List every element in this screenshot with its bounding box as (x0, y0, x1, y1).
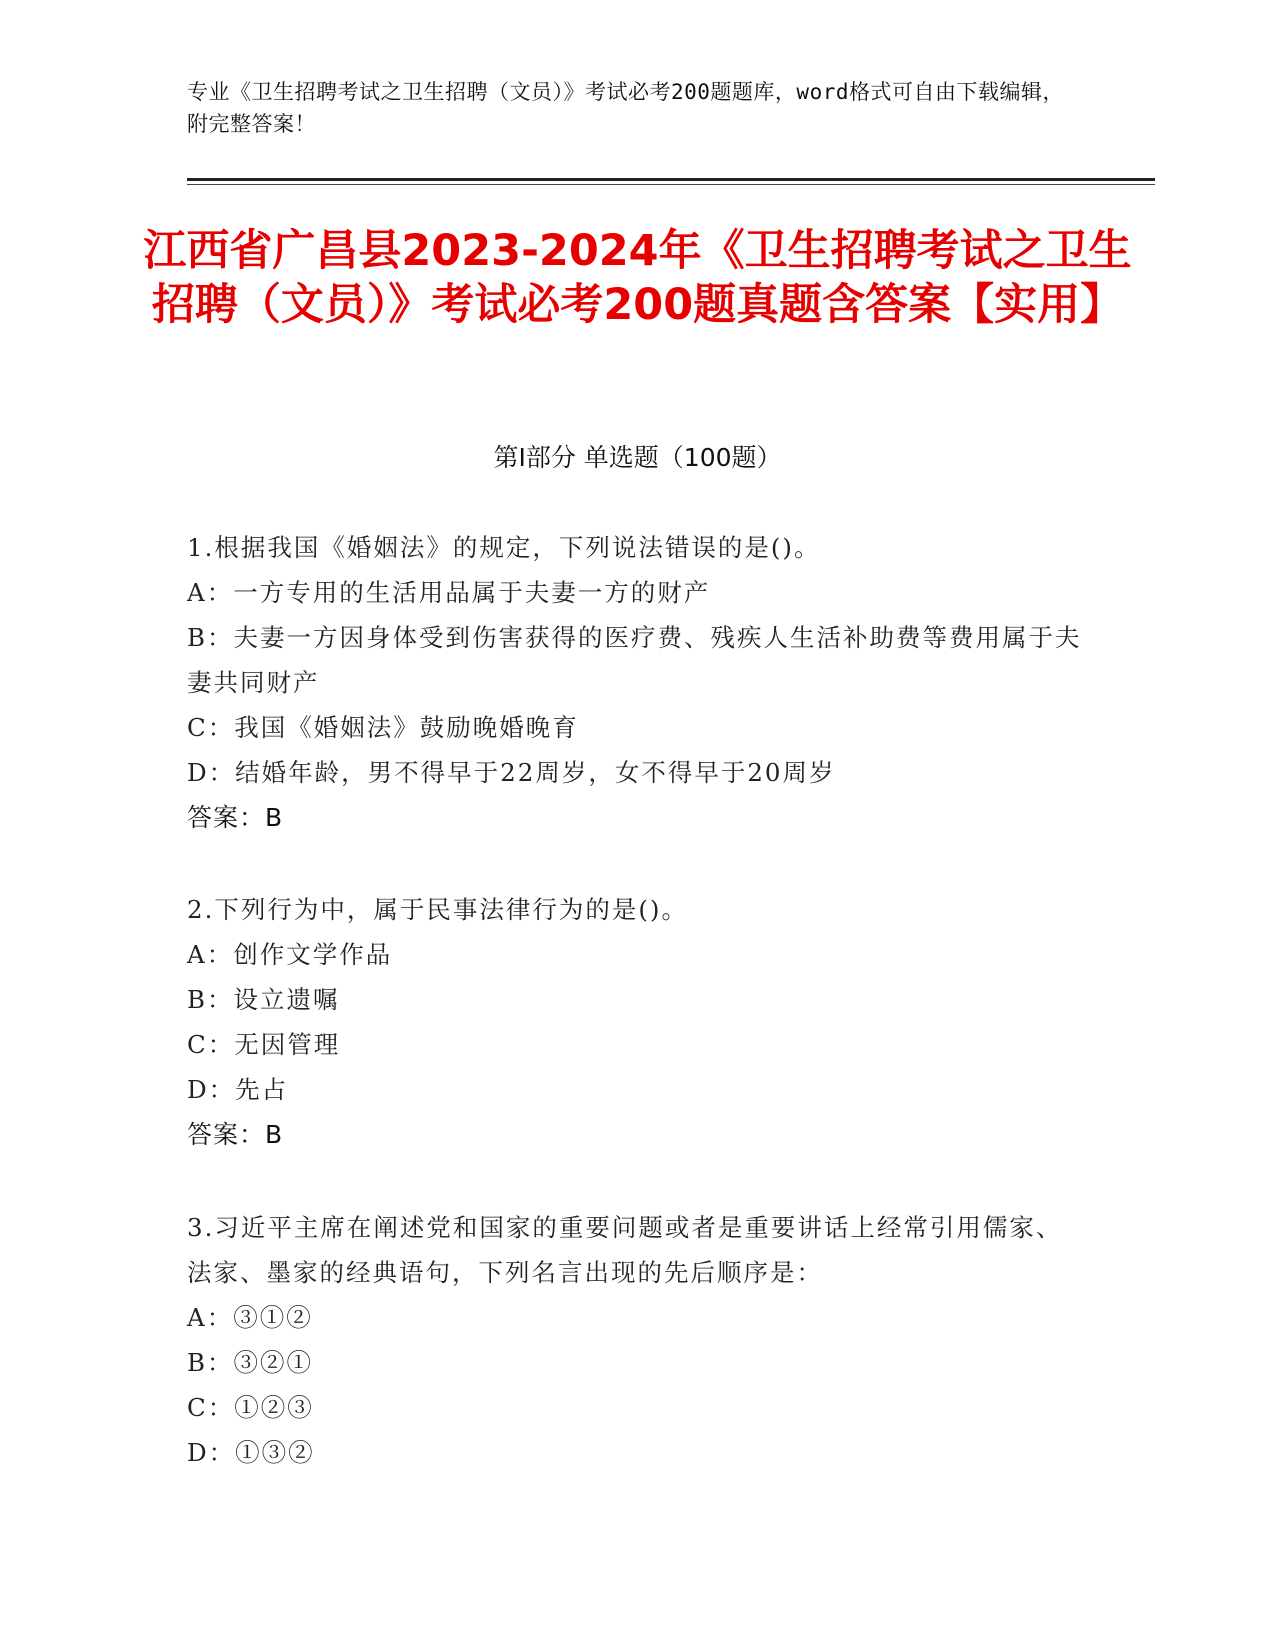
question-stem: 2.下列行为中，属于民事法律行为的是()。 (187, 895, 688, 924)
question-3 (187, 1205, 1087, 1475)
answer-line: 答案：B (187, 1120, 284, 1149)
option-c: C：无因管理 (187, 1030, 341, 1059)
option-a: A：③①② (187, 1303, 313, 1332)
question-stem: 1.根据我国《婚姻法》的规定，下列说法错误的是()。 (187, 533, 821, 562)
header-note: 专业《卫生招聘考试之卫生招聘（文员）》考试必考200题题库，word格式可自由下载编辑，附完整答案！ (187, 80, 1064, 136)
option-d: D：①③② (187, 1438, 315, 1467)
document-title: 江西省广昌县2023-2024年《卫生招聘考试之卫生招聘（文员）》考试必考200题真题含答案【实用】 (143, 226, 1132, 330)
header-divider-thick (187, 178, 1155, 181)
section-heading: 第Ⅰ部分 单选题（100题） (493, 443, 782, 472)
option-a: A：一方专用的生活用品属于夫妻一方的财产 (187, 578, 711, 607)
option-b: B：③②① (187, 1348, 314, 1377)
question-2 (187, 887, 1087, 1157)
option-c: C：①②③ (187, 1393, 314, 1422)
option-c: C：我国《婚姻法》鼓励晚婚晚育 (187, 713, 579, 742)
option-d: D：先占 (187, 1075, 289, 1104)
option-d: D：结婚年龄，男不得早于22周岁，女不得早于20周岁 (187, 758, 836, 787)
option-b: B：夫妻一方因身体受到伤害获得的医疗费、残疾人生活补助费等费用属于夫妻共同财产 (187, 623, 1082, 697)
question-1 (187, 525, 1087, 840)
header-divider-thin (187, 184, 1155, 185)
option-a: A：创作文学作品 (187, 940, 393, 969)
answer-line: 答案：B (187, 803, 284, 832)
option-b: B：设立遗嘱 (187, 985, 340, 1014)
question-stem: 3.习近平主席在阐述党和国家的重要问题或者是重要讲话上经常引用儒家、法家、墨家的经典语句，下列名言出现的先后顺序是： (187, 1213, 1063, 1287)
